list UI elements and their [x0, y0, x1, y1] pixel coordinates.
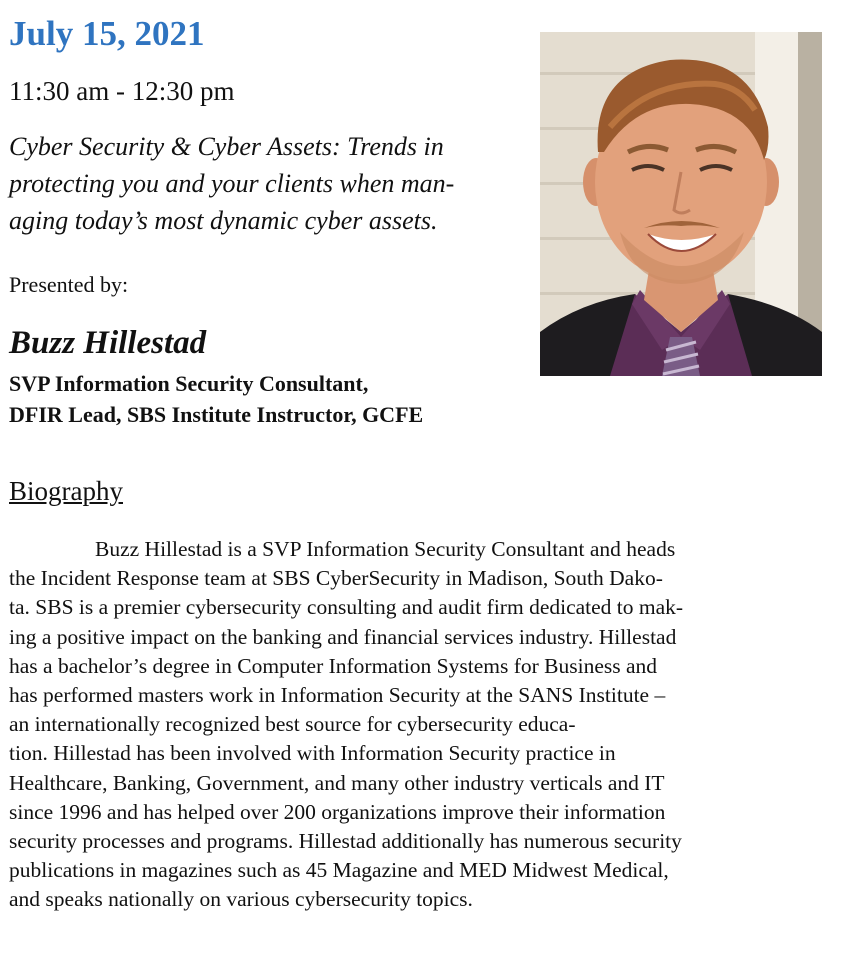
speaker-photo	[540, 32, 822, 376]
biography-line: publications in magazines such as 45 Magazine and MED Midwest Medical,	[9, 858, 669, 883]
speaker-title-line: DFIR Lead, SBS Institute Instructor, GCFE	[9, 402, 424, 427]
biography-line: security processes and programs. Hillestad additionally has numerous security	[9, 829, 682, 854]
biography-heading: Biography	[9, 476, 123, 506]
biography-line: Buzz Hillestad is a SVP Information Security Consultant and heads	[95, 537, 676, 561]
presented-by-label: Presented by:	[9, 272, 129, 297]
speaker-title-line: SVP Information Security Consultant,	[9, 371, 369, 396]
biography-line: since 1996 and has helped over 200 organizations improve their information	[9, 799, 666, 824]
topic-line: Cyber Security & Cyber Assets: Trends in	[9, 132, 444, 161]
event-time: 11:30 am - 12:30 pm	[9, 76, 235, 106]
speaker-title	[9, 368, 423, 430]
topic-line: aging today’s most dynamic cyber assets.	[9, 206, 438, 235]
biography-line: has a bachelor’s degree in Computer Information Systems for Business and	[9, 653, 658, 678]
biography-line: has performed masters work in Information Security at the SANS Institute –	[9, 683, 666, 708]
biography-line: the Incident Response team at SBS CyberSecurity in Madison, South Dako-	[9, 566, 663, 591]
biography-line: Healthcare, Banking, Government, and many other industry verticals and IT	[9, 770, 665, 795]
biography-text	[9, 535, 849, 915]
topic-line: protecting you and your clients when man-	[9, 169, 455, 198]
speaker-portrait-illustration	[540, 32, 822, 376]
biography-line: an internationally recognized best source for cybersecurity educa-	[9, 712, 576, 737]
biography-line: and speaks nationally on various cybersecurity topics.	[9, 887, 473, 912]
biography-line: ta. SBS is a premier cybersecurity consulting and audit firm dedicated to mak-	[9, 595, 684, 620]
biography-line: tion. Hillestad has been involved with Information Security practice in	[9, 741, 616, 766]
biography-line: ing a positive impact on the banking and financial services industry. Hillestad	[9, 624, 677, 649]
event-date: July 15, 2021	[9, 14, 205, 53]
event-topic	[9, 128, 529, 239]
speaker-name: Buzz Hillestad	[9, 325, 207, 361]
